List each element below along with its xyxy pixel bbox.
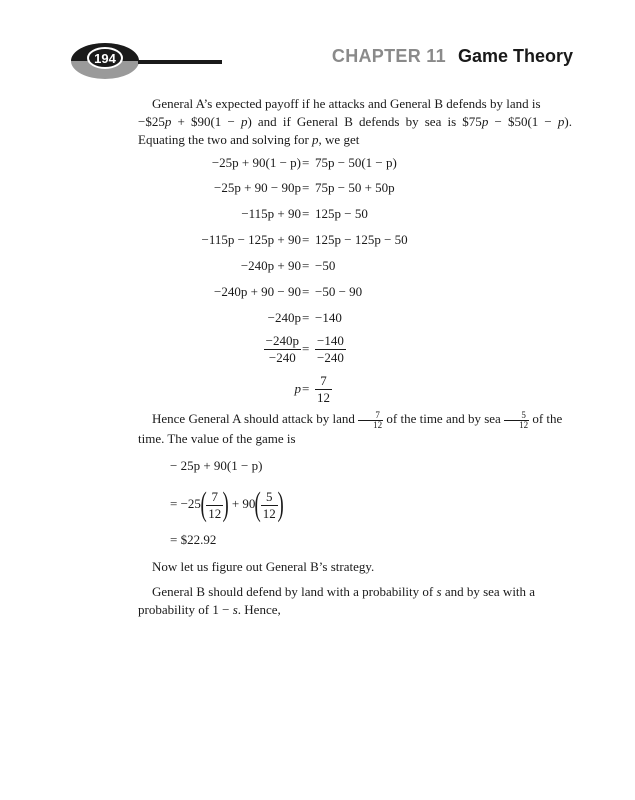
equation-row: −115p − 125p + 90 = 125p − 125p − 50 (0, 230, 635, 250)
paragraph-expected-payoff (138, 95, 572, 149)
equation-lhs: −115p + 90 (241, 206, 301, 221)
fraction-lhs: $\frac{-240p}{-240}$ (265, 333, 299, 365)
equation-rhs: 125p − 50 (315, 206, 368, 221)
para2-line2: time. The value of the game is (138, 430, 296, 446)
para1-line2: −$25p + $90(1 − p) and if General B defends by sea is $75p − $50(1 − p). (138, 114, 572, 129)
equation-row: −240p + 90 = −50 (0, 256, 635, 276)
para2-line1: Hence General A should attack by land $\frac{7}{12}$ of the time and by sea $\frac{5}{12}$ of the (152, 409, 563, 430)
equation-rhs: −50 − 90 (315, 284, 363, 299)
equation-row: −25p + 90 − 90p = 75p − 50 + 50p (0, 178, 635, 198)
fraction-equation: $\frac{-240p}{-240}$ = $\frac{-140}{-240}$ (0, 331, 635, 367)
header-rule (138, 60, 222, 64)
equation-lhs: −240p + 90 (240, 258, 301, 273)
equation-rhs: 75p − 50 + 50p (315, 180, 395, 195)
value-calc-line2: = −25( $\frac{7}{12}$ ) + 90( $\frac{5}{12}$ ) (170, 486, 284, 524)
paragraph-strategy-b (138, 583, 572, 619)
equation-lhs: −115p − 125p + 90 (201, 232, 301, 247)
equation-row: −25p + 90(1 − p) = 75p − 50(1 − p) (0, 153, 635, 173)
page-number-badge (70, 42, 140, 80)
page-number: 194 (94, 51, 116, 66)
equation-lhs: −25p + 90 − 90p (214, 180, 301, 195)
fraction-rhs: $\frac{-140}{-240}$ (317, 333, 344, 365)
equation-rhs: 75p − 50(1 − p) (315, 155, 397, 170)
para1-line3: Equating the two and solving for p, we get (138, 132, 360, 147)
p-result: p = $\frac{7}{12}$ (294, 373, 330, 405)
value-calc-line1: − 25p + 90(1 − p) (170, 458, 263, 473)
equation-lhs: −240p + 90 − 90 (214, 284, 301, 299)
value-result: = $22.92 (170, 532, 217, 547)
equation-row: −240p + 90 − 90 = −50 − 90 (0, 282, 635, 302)
chapter-title: Game Theory (457, 46, 573, 66)
equation-row: −115p + 90 = 125p − 50 (0, 204, 635, 224)
equation-lhs: −25p + 90(1 − p) (211, 155, 301, 170)
chapter-label: CHAPTER 11 (331, 46, 446, 66)
equation-row: −240p = −140 (0, 308, 635, 328)
para4-line2: probability of 1 − s. Hence, (138, 602, 281, 617)
equation-lhs: −240p (267, 310, 301, 325)
chapter-heading (332, 44, 573, 68)
para4-line1: General B should defend by land with a probability of s and by sea with a (152, 584, 536, 599)
para1-line1: General A’s expected payoff if he attacks and General B defends by land is (152, 96, 541, 111)
paragraph-strategy-b-intro: Now let us figure out General B’s strategy. (152, 559, 375, 574)
equation-rhs: −50 (315, 258, 336, 273)
paragraph-strategy-a (138, 410, 572, 448)
equation-rhs: −140 (315, 310, 342, 325)
equation-rhs: 125p − 125p − 50 (315, 232, 408, 247)
